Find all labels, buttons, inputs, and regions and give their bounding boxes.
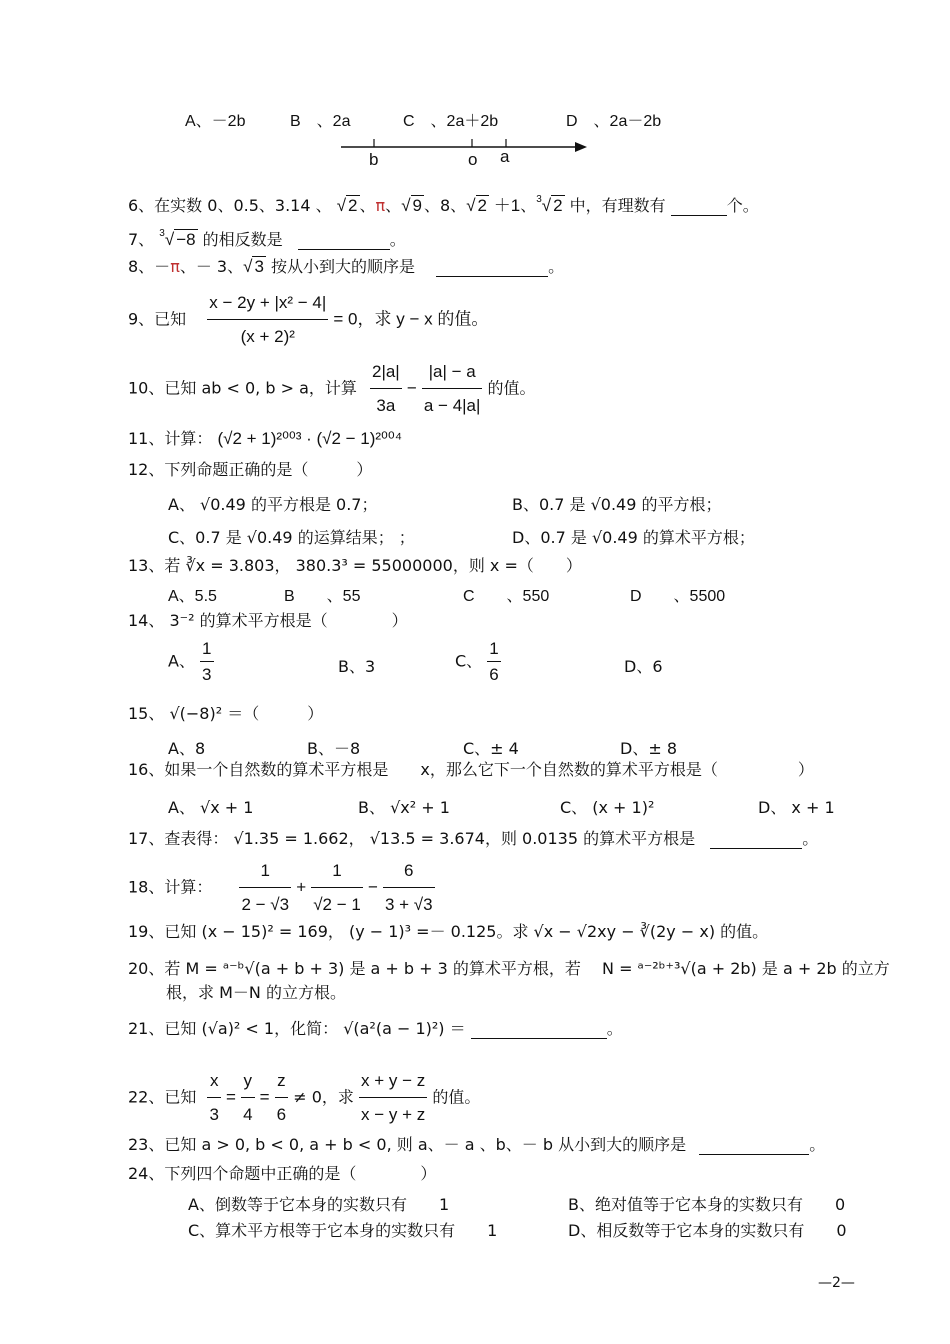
question-15: 15、 √(−8)² ＝（ ）	[128, 704, 324, 723]
q13-option-d: D 、5500	[630, 588, 726, 605]
q6-pi: π	[375, 196, 386, 215]
q16-option-d: D、 x + 1	[758, 798, 835, 817]
q21-answer-blank[interactable]	[471, 1038, 607, 1039]
question-20-line-2: 根，求 M－N 的立方根。	[166, 983, 346, 1002]
q6-prefix: 6、在实数 0、0.5、3.14 、	[128, 196, 332, 215]
q24-option-d: D、相反数等于它本身的实数只有 0	[568, 1221, 847, 1240]
q18-frac3-den: 3 + √3	[384, 895, 433, 914]
q22-frac-x-den: 3	[209, 1105, 219, 1124]
q21-tail: 。	[606, 1019, 623, 1038]
q12-option-b: B、0.7 是 √0.49 的平方根；	[512, 495, 722, 514]
q14-option-c	[455, 639, 501, 685]
q17-text: 17、查表得： √1.35 = 1.662， √13.5 = 3.674，则 0.0135 的算术平方根是	[128, 829, 696, 848]
q22-frac-y-num: y	[241, 1067, 254, 1098]
q18-op1: +	[296, 877, 307, 897]
q6-mid: 、8、	[424, 196, 467, 215]
question-19: 19、已知 (x − 15)² = 169， (y − 1)³ =－ 0.125。求 √x − √2xy − ∛(2y − x) 的值。	[128, 922, 769, 941]
q18-prefix: 18、计算：	[128, 877, 213, 897]
q14-option-a	[168, 639, 214, 685]
q24-option-b: B、绝对值等于它本身的实数只有 0	[568, 1195, 846, 1214]
page-number: —2—	[818, 1275, 855, 1291]
q15-option-d: D、± 8	[620, 739, 677, 758]
q12-option-d: D、0.7 是 √0.49 的算术平方根；	[512, 528, 755, 547]
q14-a-num: 1	[200, 639, 213, 662]
question-20-line-1: 20、若 M = ᵃ⁻ᵇ√(a + b + 3) 是 a + b + 3 的算术平方根，若 N = ᵃ⁻²ᵇ⁺³√(a + 2b) 是 a + 2b 的立方	[128, 959, 890, 978]
q23-answer-blank[interactable]	[699, 1154, 809, 1155]
q13-option-a: A、5.5	[168, 588, 217, 605]
q15-option-c: C、± 4	[463, 739, 519, 758]
q5-option-a: A、－2b	[185, 113, 246, 130]
q15-option-a: A、8	[168, 739, 206, 758]
numberline-label-a: a	[500, 147, 510, 166]
question-13: 13、若 ∛x = 3.803， 380.3³ = 55000000，则 x =（ ）	[128, 556, 582, 575]
question-6: 6、在实数 0、0.5、3.14 、 √ 2 、π、√ 9 、8、√ 2 ＋1、$^3$√ 2 中，有理数有 个。	[128, 194, 759, 215]
q17-tail: 。	[802, 829, 819, 848]
q22-frac-y-den: 4	[243, 1105, 253, 1124]
q5-option-c: C 、2a＋2b	[403, 113, 499, 130]
q10-frac2-num: |a| − a	[422, 358, 483, 389]
q10-frac2-den: a − 4|a|	[423, 396, 481, 415]
q10-frac1-den: 3a	[376, 396, 396, 415]
question-14: 14、 3⁻² 的算术平方根是（ ）	[128, 611, 408, 630]
q22-frac-expr-num: x + y − z	[359, 1067, 427, 1098]
q18-frac1-num: 1	[239, 857, 291, 888]
question-16: 16、如果一个自然数的算术平方根是 x，那么它下一个自然数的算术平方根是（ ）	[128, 760, 814, 779]
q22-prefix: 22、已知	[128, 1087, 197, 1107]
q8-prefix: 8、－	[128, 257, 171, 276]
q15-option-b: B、－8	[307, 739, 361, 758]
q14-c-label: C、	[455, 651, 483, 671]
q18-frac1-den: 2 − √3	[241, 895, 290, 914]
q10-prefix: 10、已知 ab < 0, b > a，计算	[128, 378, 357, 398]
q8-tail: 。	[548, 257, 565, 276]
q12-option-c: C、0.7 是 √0.49 的运算结果； ；	[168, 528, 415, 547]
question-9	[128, 289, 488, 351]
q10-frac1-num: 2|a|	[370, 358, 402, 389]
question-21	[128, 1019, 623, 1039]
question-12: 12、下列命题正确的是（ ）	[128, 460, 373, 479]
q6-answer-blank[interactable]	[671, 215, 727, 216]
q24-option-c: C、算术平方根等于它本身的实数只有 1	[188, 1221, 498, 1240]
q18-frac3-num: 6	[383, 857, 435, 888]
q11-expression: (√2 + 1)²⁰⁰³ · (√2 − 1)²⁰⁰⁴	[217, 429, 402, 448]
q8-suffix: 按从小到大的顺序是	[271, 257, 416, 276]
question-24: 24、下列四个命题中正确的是（ ）	[128, 1164, 437, 1183]
question-11	[128, 429, 402, 449]
q16-option-a: A、 √x + 1	[168, 798, 254, 817]
q14-a-label: A、	[168, 651, 195, 671]
q16-option-c: C、 (x + 1)²	[560, 798, 655, 817]
q18-op2: −	[367, 877, 378, 897]
question-22: 22、已知 $\frac{x}{3}$ = $\frac{y}{4}$ = $\frac{z}{6}$ ≠ 0，求 $\frac{x + y - z}{x - y + z}$ 的值。	[128, 1067, 480, 1129]
q13-option-b: B 、55	[284, 588, 361, 605]
q10-suffix: 的值。	[487, 378, 536, 398]
q22-frac-expr-den: x − y + z	[361, 1105, 426, 1124]
q10-minus: −	[406, 378, 417, 398]
q5-option-d: D 、2a－2b	[566, 113, 662, 130]
numberline-label-o: o	[468, 150, 478, 169]
q14-c-den: 6	[489, 665, 499, 684]
q9-numerator: x − 2y + |x² − 4|	[207, 289, 328, 320]
q23-text: 23、已知 a > 0, b < 0, a + b < 0, 则 a、－ a 、b、－ b 从小到大的顺序是	[128, 1135, 687, 1154]
q22-frac-z-den: 6	[276, 1105, 287, 1124]
q8-expr: 3	[254, 257, 264, 276]
q8-pi: π	[170, 257, 180, 276]
q14-c-num: 1	[487, 639, 500, 662]
q9-denominator: (x + 2)²	[240, 327, 295, 346]
q14-option-b: B、3	[338, 657, 376, 676]
question-23	[128, 1135, 825, 1155]
q23-tail: 。	[809, 1135, 826, 1154]
q24-option-a: A、倒数等于它本身的实数只有 1	[188, 1195, 450, 1214]
q12-option-a: A、 √0.49 的平方根是 0.7；	[168, 495, 378, 514]
numberline-label-b: b	[369, 150, 379, 169]
q7-suffix: 的相反数是	[202, 230, 283, 249]
q18-frac2-den: √2 − 1	[313, 895, 361, 914]
q21-text: 21、已知 (√a)² < 1，化简： √(a²(a − 1)²) ＝	[128, 1019, 466, 1038]
q5-option-b: B 、2a	[290, 113, 351, 130]
q14-a-den: 3	[202, 665, 212, 684]
question-10	[128, 358, 536, 420]
q6-tail: 个。	[726, 196, 759, 215]
q7-tail: 。	[389, 230, 406, 249]
q7-answer-blank[interactable]	[298, 249, 390, 250]
question-7: 7、 $^3$√ −8 的相反数是 。	[128, 228, 406, 249]
q22-frac-z-num: z	[275, 1067, 288, 1098]
question-17	[128, 829, 818, 849]
question-8: 8、－π、－ 3、√ 3 按从小到大的顺序是 。	[128, 257, 565, 276]
q8-answer-blank[interactable]	[436, 276, 548, 277]
q13-option-c: C 、550	[463, 588, 550, 605]
q14-option-d: D、6	[624, 657, 663, 676]
q9-equation: = 0，求 y − x 的值。	[333, 309, 489, 329]
q8-mid: 、－ 3、	[179, 257, 244, 276]
q6-suffix: 中，有理数有	[569, 196, 666, 215]
question-18	[128, 857, 435, 919]
q18-frac2-num: 1	[311, 857, 363, 888]
q22-frac-x-num: x	[207, 1067, 220, 1098]
q11-text: 11、计算：	[128, 429, 213, 448]
q7-expr: −8	[176, 230, 196, 249]
q17-answer-blank[interactable]	[710, 848, 802, 849]
q7-prefix: 7、	[128, 230, 155, 249]
q22-neq: ≠ 0，求	[293, 1087, 354, 1107]
q16-option-b: B、 √x² + 1	[358, 798, 450, 817]
q9-prefix: 9、已知	[128, 309, 187, 329]
q22-suffix: 的值。	[432, 1087, 481, 1107]
